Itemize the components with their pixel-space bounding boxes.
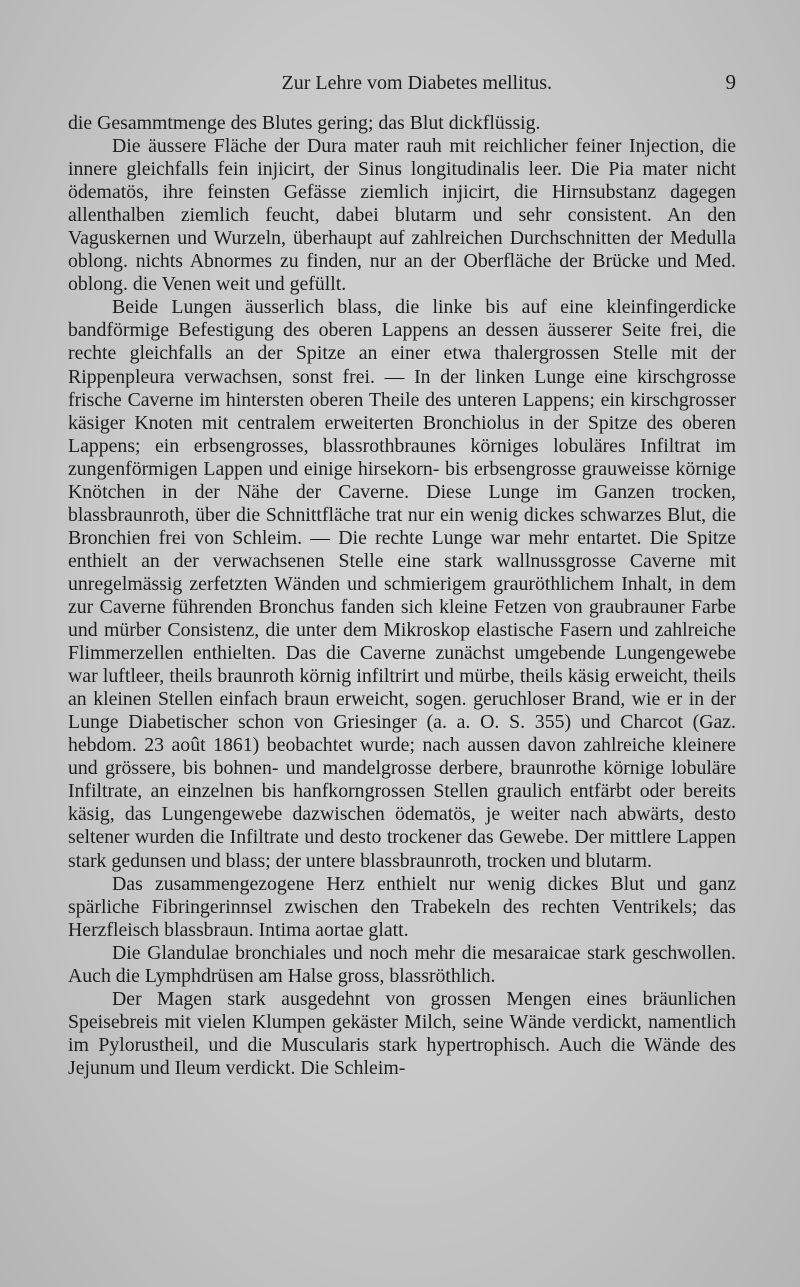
paragraph-blood: die Gesammtmenge des Blutes gering; das Blut dickflüssig. xyxy=(68,112,541,134)
running-title: Zur Lehre vom Diabetes mellitus. xyxy=(281,72,552,94)
running-head xyxy=(68,70,736,104)
body-text xyxy=(68,112,736,1080)
paragraph-dura-mater: Die äussere Fläche der Dura mater rauh mit reichlicher feiner Injection, die innere gleichfalls fein injicirt, der Sinus longitudinalis leer. Die Pia mater nicht ödematös, ihre feinsten Gefässe ziemlich injicirt, die Hirnsubstanz dagegen allenthalben ziemlich feucht, dabei blutarm und sehr consistent. An den Vaguskernen und Wurzeln, überhaupt auf zahlreichen Durchschnitten der Medulla oblong. nichts Abnormes zu finden, nur an der Oberfläche der Brücke und Med. oblong. die Venen weit und gefüllt. xyxy=(68,135,736,296)
paragraph-heart: Das zusammengezogene Herz enthielt nur wenig dickes Blut und ganz spärliche Fibringerinnsel zwischen den Trabekeln des rechten Ventrikels; das Herzfleisch blassbraun. Intima aortae glatt. xyxy=(68,872,736,941)
paragraph-stomach: Der Magen stark ausgedehnt von grossen Mengen eines bräunlichen Speisebreis mit vielen Klumpen gekäster Milch, seine Wände verdickt, namentlich im Pylorustheil, und die Muscularis stark hypertrophisch. Auch die Wände des Jejunum und Ileum verdickt. Die Schleim- xyxy=(68,987,736,1079)
page-number: 9 xyxy=(725,70,736,94)
paragraph-lungs: Beide Lungen äusserlich blass, die linke bis auf eine kleinfingerdicke bandförmige Befestigung des oberen Lappens an dessen äusserer Seite frei, die rechte gleichfalls an der Spitze an einer etwa thalergrossen Stelle mit der Rippenpleura verwachsen, sonst frei. — In der linken Lunge eine kirschgrosse frische Caverne im hintersten oberen Theile des unteren Lappens; ein kirschgrosser käsiger Knoten mit centralem erweiterten Bronchiolus in der Spitze des oberen Lappens; ein erbsengrosses, blassrothbraunes körniges lobuläres Infiltrat im zungenförmigen Lappen und einige hirsekorn- bis erbsengrosse grauweisse körnige Knötchen in der Nähe der Caverne. Diese Lunge im Ganzen trocken, blassbraunroth, über die Schnittfläche trat nur ein wenig dickes schwarzes Blut, die Bronchien frei von Schleim. — Die rechte Lunge war mehr entartet. Die Spitze enthielt an der verwachsenen Stelle eine stark wallnussgrosse Caverne mit unregelmässig zerfetzten Wänden und schmierigem grauröthlichem Inhalt, in dem zur Caverne führenden Bronchus fanden sich kleine Fetzen von graubrauner Farbe und mürber Consistenz, die unter dem Mikroskop elastische Fasern und zahlreiche Flimmerzellen enthielten. Das die Caverne zunächst umgebende Lungengewebe war luftleer, theils braunroth körnig infiltrirt und mürbe, theils käsig erweicht, theils an kleinen Stellen einfach braun erweicht, sogen. geruchloser Brand, wie er in der Lunge Diabetischer schon von Griesinger (a. a. O. S. 355) und Charcot (Gaz. hebdom. 23 août 1861) beobachtet wurde; nach aussen davon zahlreiche kleinere und grössere, bis bohnen- und mandelgrosse derbere, braunrothe körnige lobuläre Infiltrate, an einzelnen bis hanfkorngrossen Stellen graulich entfärbt oder bereits käsig, das Lungengewebe dazwischen ödematös, je weiter nach abwärts, desto seltener wurden die Infiltrate und desto trockener das Gewebe. Der mittlere Lappen stark gedunsen und blass; der untere blassbraunroth, trocken und blutarm. xyxy=(68,296,736,872)
paragraph-glands: Die Glandulae bronchiales und noch mehr die mesaraicae stark geschwollen. Auch die Lymphdrüsen am Halse gross, blassröthlich. xyxy=(68,941,736,987)
